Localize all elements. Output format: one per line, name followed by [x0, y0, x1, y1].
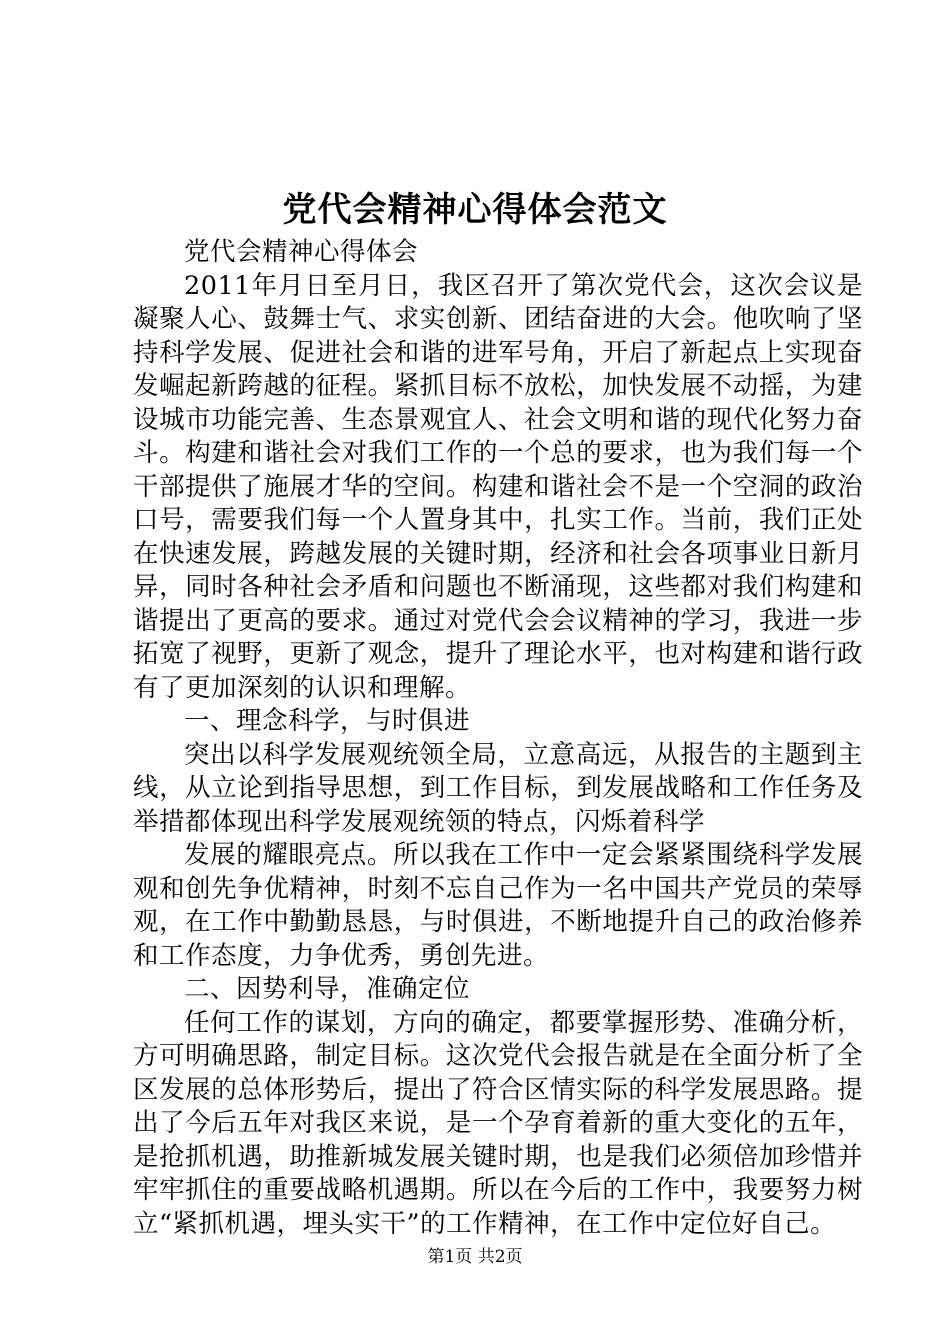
body-paragraph: 任何工作的谋划，方向的确定，都要掌握形势、准确分析，方可明确思路，制定目标。这次党代会报告就是在全面分析了全区发展的总体形势后，提出了符合区情实际的科学发展思路。提出了今后五年对我区来说，是一个孕育着新的重大变化的五年，是抢抓机遇，助推新城发展关键时期，也是我们必须倍加珍惜并牢牢抓住的重要战略机遇期。所以在今后的工作中，我要努力树立“紧抓机遇，埋头实干”的工作精神，在工作中定位好自己。: [133, 1007, 863, 1239]
document-title: 党代会精神心得体会范文: [282, 190, 668, 230]
section-heading: 二、因势利导，准确定位: [184, 974, 471, 1004]
body-paragraph: 2011年月日至月日，我区召开了第次党代会，这次会议是凝聚人心、鼓舞士气、求实创新、团结奋进的大会。他吹响了坚持科学发展、促进社会和谐的进军号角，开启了新起点上实现奋发崛起新跨越的征程。紧抓目标不放松，加快发展不动摇，为建设城市功能完善、生态景观宜人、社会文明和谐的现代化努力奋斗。构建和谐社会对我们工作的一个总的要求，也为我们每一个干部提供了施展才华的空间。构建和谐社会不是一个空洞的政治口号，需要我们每一个人置身其中，扎实工作。当前，我们正处在快速发展，跨越发展的关键时期，经济和社会各项事业日新月异，同时各种社会矛盾和问题也不断涌现，这些都对我们构建和谐提出了更高的要求。通过对党代会会议精神的学习，我进一步拓宽了视野，更新了观念，提升了理论水平，也对构建和谐行政有了更加深刻的认识和理解。: [133, 270, 863, 703]
subtitle-paragraph: 党代会精神心得体会: [184, 237, 419, 267]
section-heading: 一、理念科学，与时俱进: [184, 706, 471, 736]
body-paragraph: 发展的耀眼亮点。所以我在工作中一定会紧紧围绕科学发展观和创先争优精神，时刻不忘自己作为一名中国共产党员的荣辱观，在工作中勤勤恳恳，与时俱进，不断地提升自己的政治修养和工作态度，力争优秀，勇创先进。: [133, 840, 863, 971]
body-paragraph: 突出以科学发展观统领全局，立意高远，从报告的主题到主线，从立论到指导思想，到工作目标，到发展战略和工作任务及举措都体现出科学发展观统领的特点，闪烁着科学: [133, 739, 863, 837]
document-body: [133, 236, 863, 1241]
page-footer: 第1页 共2页: [427, 1247, 523, 1267]
